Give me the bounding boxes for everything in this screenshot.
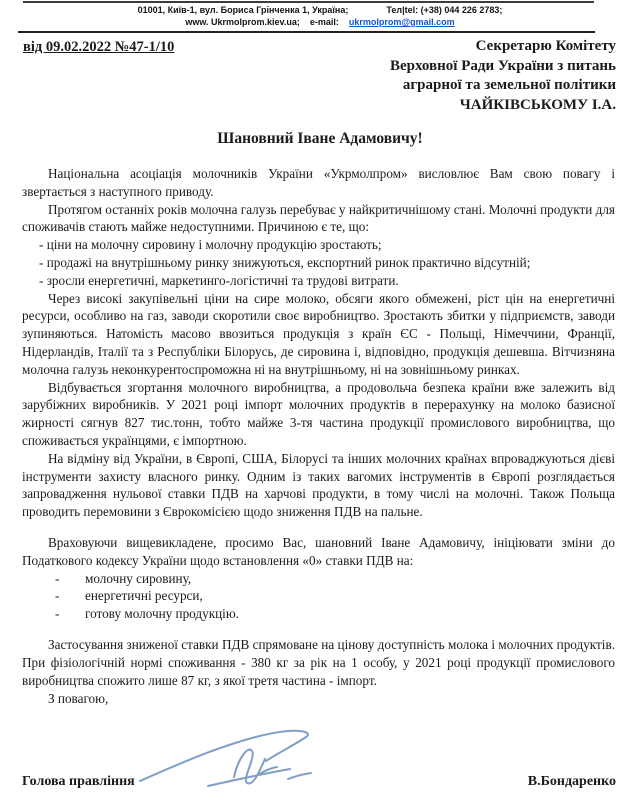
- spacer: [22, 623, 615, 636]
- list-dash: -: [55, 606, 60, 622]
- letterhead-top-rule: [23, 1, 594, 3]
- request-item: [22, 605, 615, 623]
- paragraph-intro: Національна асоціація молочників України «Укрмолпром» висловлює Вам свою повагу і звертається з наступного приводу.: [22, 166, 615, 199]
- signature-row: [22, 774, 616, 790]
- addressee-block: [390, 37, 616, 115]
- position-title: Голова правління: [22, 774, 135, 789]
- list-dash: -: [55, 570, 60, 586]
- paragraph-imports: Відбувається згортання молочного виробництва, а продовольча безпека країни вже залежить від зарубіжних виробників. У 2021 році імпорт молочних продуктів в перерахунку на молоко базисної жирності сягнув 827 тис.тонн, тобто майже 3-тя частина продукції промислового виробництва, що споживається українцями, є імпортною.: [22, 379, 615, 448]
- paragraph-abroad: На відміну від України, в Європі, США, Білорусі та інших молочних країнах впроваджуються дієві інструменти захисту власного ринку. Одним із таких вагомих інструментів в Європі розглядається запровадження нульової ставки ПДВ на харчові продукти, в тому числі на молочні. Також Польща проводить перемовини з Єврокомісією щодо зниження ПДВ на пальне.: [22, 450, 615, 520]
- paragraph-justification: Застосування зниженої ставки ПДВ спрямоване на цінову доступність молока і молочних продуктів. При фізіологічній нормі споживання - 380 кг за рік на 1 особу, у 2021 році продукції промислового виробництва спожито лише 87 кг, з якої третя частина - імпорт.: [22, 636, 615, 688]
- letterhead-bottom-rule: [18, 31, 595, 33]
- addressee-line: Верховної Ради України з питань: [389, 57, 616, 74]
- paragraph-crisis: Протягом останніх років молочна галузь перебуває у найкритичнішому стані. Молочні продукти для споживачів стають майже недоступними. Причиною є те, що:: [22, 201, 615, 235]
- letterhead-phone: Тел|tel: (+38) 044 226 2783;: [386, 5, 503, 15]
- letter-body: [22, 165, 615, 708]
- closing-line: З повагою,: [48, 691, 109, 707]
- reference-addressee-row: [23, 37, 616, 115]
- request-item-text: молочну сировину,: [85, 570, 192, 586]
- reference-number: від 09.02.2022 №47-1/10: [23, 39, 175, 55]
- request-item: [22, 570, 615, 588]
- salutation: Шановний Іване Адамовичу!: [217, 130, 423, 147]
- cause-item: - ціни на молочну сировину і молочну продукцію зростають;: [39, 237, 382, 253]
- email-link: ukrmolprom@gmail.com: [348, 17, 455, 27]
- cause-item: - продажі на внутрішньому ринку знижуються, експортний ринок практично відсутній;: [39, 254, 531, 270]
- letterhead-website: www. Ukrmolprom.kiev.ua;: [185, 17, 300, 27]
- letterhead-address: 01001, Київ-1, вул. Бориса Грінченка 1, Україна;: [137, 5, 349, 15]
- paragraph-production: Через високі закупівельні ціни на сире молоко, обсяги якого обмежені, ріст цін на енергетичні ресурси, особливо на газ, заводи скоротили своє виробництво. Зростають збитки у підприємств, заводи зупиняються. Натомість масово ввозиться продукція з країн ЄС - Польщі, Німеччини, Франції, Нідерландів, Італії та з Республіки Білорусь, де сировина і, відповідно, продукція дешевша. Вітчизняна молочна галузь неконкурентоспроможна ні на внутрішньому, ні на зовнішньому ринках.: [22, 290, 615, 377]
- contact-row: [0, 4, 640, 16]
- spacer: [22, 521, 615, 534]
- signatory-name: В.Бондаренко: [527, 774, 616, 789]
- letterhead: [0, 0, 640, 28]
- request-item-text: енергетичні ресурси,: [85, 588, 203, 604]
- addressee-line: Секретарю Комітету: [475, 38, 616, 54]
- list-dash: -: [55, 588, 60, 604]
- web-row: [0, 16, 640, 28]
- paragraph-request: Враховуючи вищевикладене, просимо Вас, шановний Іване Адамовичу, ініціювати зміни до Податкового кодексу України щодо встановлення «0» ставки ПДВ на:: [22, 534, 615, 568]
- request-item: [22, 587, 615, 605]
- request-list: [22, 570, 615, 623]
- addressee-line: аграрної та земельної політики: [402, 77, 616, 93]
- addressee-name: ЧАЙКІВСЬКОМУ І.А.: [459, 96, 616, 113]
- cause-item: - зросли енергетичні, маркетинго-логістичні та трудові витрати.: [39, 272, 399, 288]
- request-item-text: готову молочну продукцію.: [85, 606, 239, 622]
- email-label: e-mail:: [309, 17, 339, 27]
